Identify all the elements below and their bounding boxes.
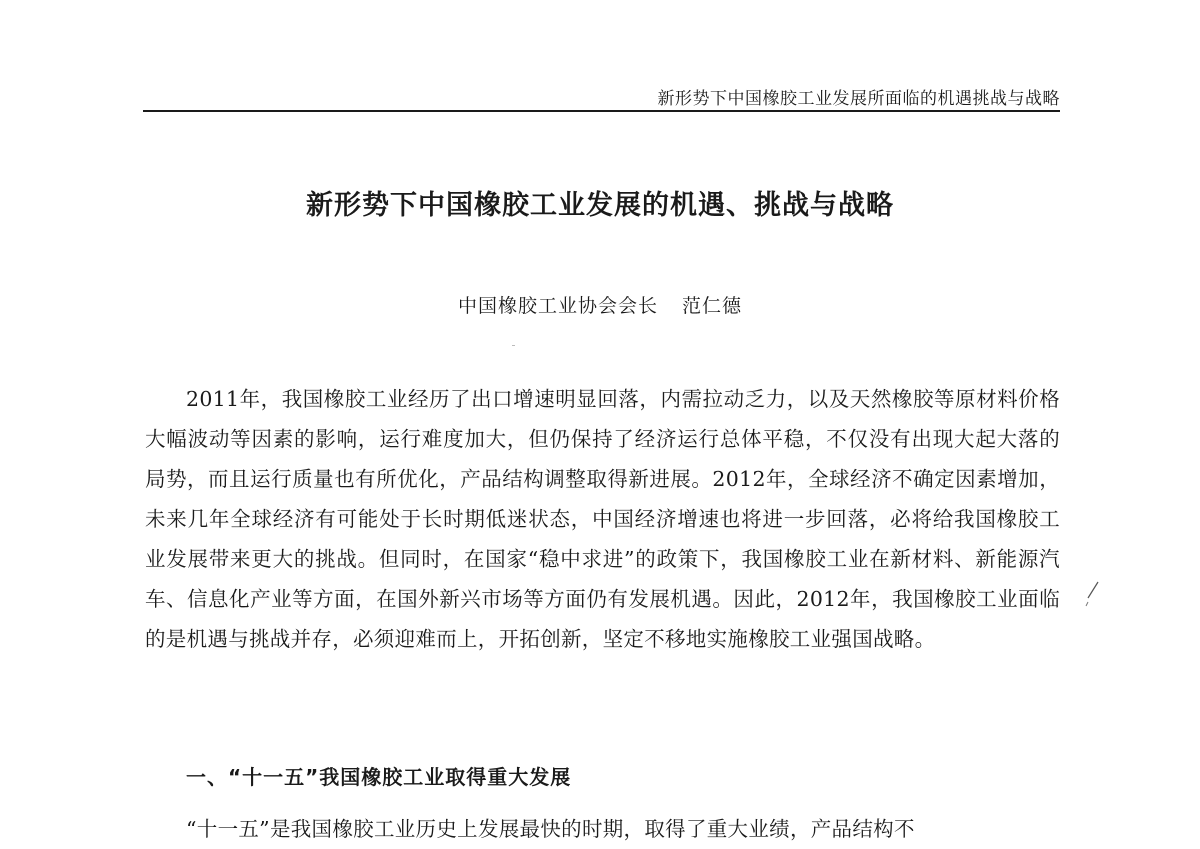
author-affiliation: 中国橡胶工业协会会长 [457,295,658,317]
header-rule [143,110,1060,112]
margin-pencil-mark [1084,580,1100,608]
intro-paragraph: 2011年，我国橡胶工业经历了出口增速明显回落，内需拉动乏力，以及天然橡胶等原材料价格大幅波动等因素的影响，运行难度加大，但仍保持了经济运行总体平稳，不仅没有出现大起大落的局势，而且运行质量也有所优化，产品结构调整取得新进展。2012年，全球经济不确定因素增加，未来几年全球经济有可能处于长时期低迷状态，中国经济增速也将进一步回落，必将给我国橡胶工业发展带来更大的挑战。但同时，在国家“稳中求进”的政策下，我国橡胶工业在新材料、新能源汽车、信息化产业等方面，在国外新兴市场等方面仍有发展机遇。因此，2012年，我国橡胶工业面临的是机遇与挑战并存，必须迎难而上，开拓创新，坚定不移地实施橡胶工业强国战略。 [145,387,1060,651]
author-name: 范仁德 [682,295,743,317]
byline [0,291,1200,318]
running-header: 新形势下中国橡胶工业发展所面临的机遇挑战与战略 [657,89,1060,109]
scan-artifact-dot [512,345,515,346]
section-first-line: “十一五”是我国橡胶工业历史上发展最快的时期，取得了重大业绩，产品结构不 [186,817,915,841]
article-title: 新形势下中国橡胶工业发展的机遇、挑战与战略 [306,190,894,221]
section-heading: 一、“十一五”我国橡胶工业取得重大发展 [186,765,572,789]
